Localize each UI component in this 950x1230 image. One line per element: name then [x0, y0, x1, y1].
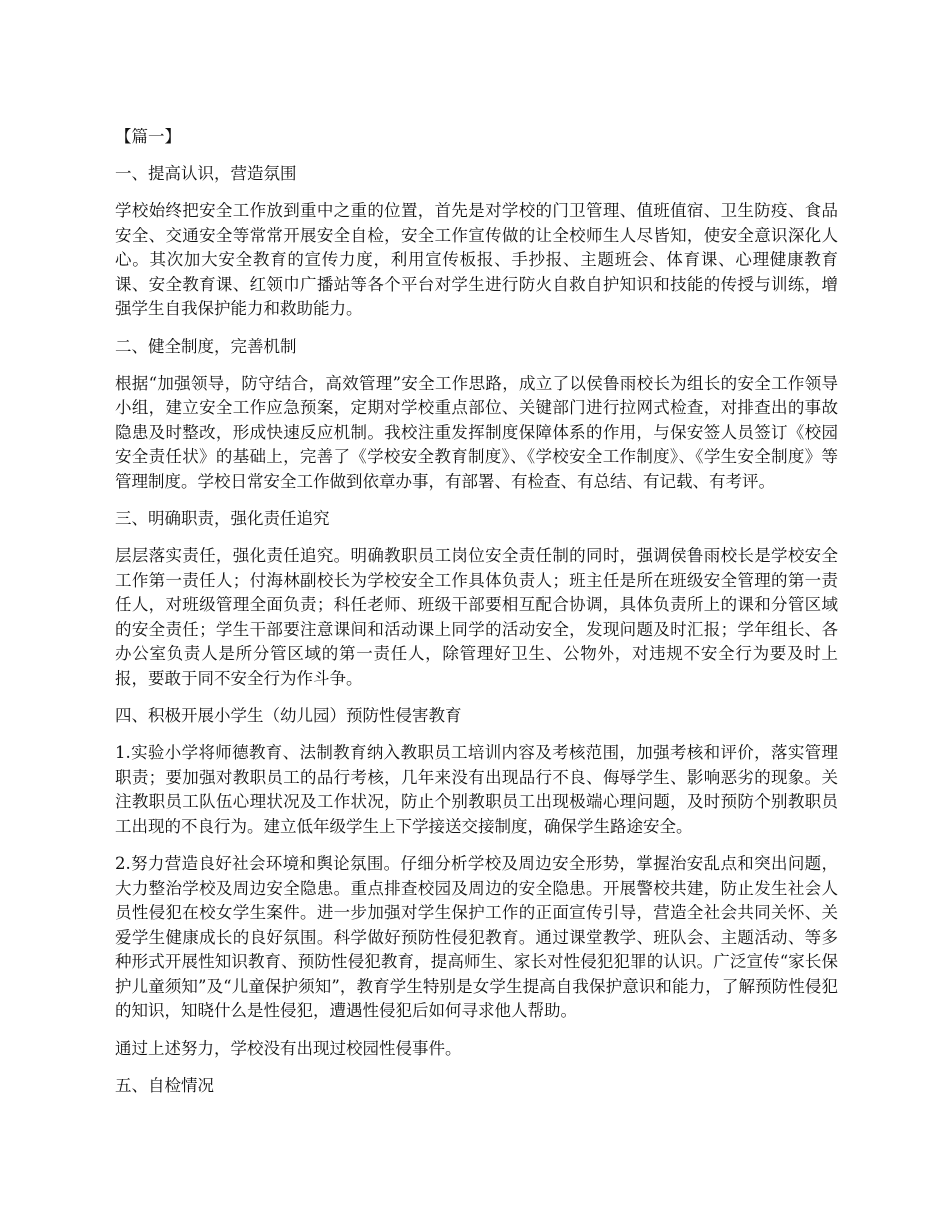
heading-3: 三、明确职责，强化责任追究	[115, 509, 330, 528]
paragraph-4-3: 通过上述努力，学校没有出现过校园性侵事件。	[115, 1038, 462, 1058]
document-body	[115, 125, 838, 1111]
paragraph-2: 根据“加强领导，防守结合，高效管理”安全工作思路，成立了以侯鲁雨校长为组长的安全工作领导小组，建立安全工作应急预案，定期对学校重点部位、关键部门进行拉网式检查，对排查出的事故隐患及时整改，形成快速反应机制。我校注重发挥制度保障体系的作用，与保安签人员签订《校园安全责任状》的基础上，完善了《学校安全教育制度》、《学校安全工作制度》、《学生安全制度》等管理制度。学校日常安全工作做到依章办事，有部署、有检查、有总结、有记载、有考评。	[115, 373, 838, 491]
paragraph-4-2: 2.努力营造良好社会环境和舆论氛围。仔细分析学校及周边安全形势，掌握治安乱点和突出问题，大力整治学校及周边安全隐患。重点排查校园及周边的安全隐患。开展警校共建，防止发生社会人员性侵犯在校女学生案件。进一步加强对学生保护工作的正面宣传引导，营造全社会共同关怀、关爱学生健康成长的良好氛围。科学做好预防性侵犯教育。通过课堂教学、班队会、主题活动、等多种形式开展性知识教育、预防性侵犯教育，提高师生、家长对性侵犯犯罪的认识。广泛宣传“家长保护儿童须知”及“儿童保护须知”，教育学生特别是女学生提高自我保护意识和能力，了解预防性侵犯的知识，知晓什么是性侵犯，遭遇性侵犯后如何寻求他人帮助。	[115, 854, 838, 1020]
section-tag: 【篇一】	[115, 127, 181, 146]
heading-1: 一、提高认识，营造氛围	[115, 164, 297, 183]
paragraph-4-1: 1.实验小学将师德教育、法制教育纳入教职员工培训内容及考核范围，加强考核和评价，落实管理职责；要加强对教职员工的品行考核，几年来没有出现品行不良、侮辱学生、影响恶劣的现象。关注教职员工队伍心理状况及工作状况，防止个别教职员工出现极端心理问题，及时预防个别教职员工出现的不良行为。建立低年级学生上下学接送交接制度，确保学生路途安全。	[115, 743, 838, 836]
heading-2: 二、健全制度，完善机制	[115, 336, 297, 356]
paragraph-3: 层层落实责任，强化责任追究。明确教职员工岗位安全责任制的同时，强调侯鲁雨校长是学校安全工作第一责任人；付海林副校长为学校安全工作具体负责人；班主任是所在班级安全管理的第一责任人，对班级管理全面负责；科任老师、班级干部要相互配合协调，具体负责所上的课和分管区域的安全责任；学生干部要注意课间和活动课上同学的活动安全，发现问题及时汇报；学年组长、各办公室负责人是所分管区域的第一责任人，除管理好卫生、公物外，对违规不安全行为要及时上报，要敢于同不安全行为作斗争。	[115, 546, 838, 688]
heading-5: 五、自检情况	[115, 1076, 214, 1095]
heading-4: 四、积极开展小学生（幼儿园）预防性侵害教育	[115, 706, 462, 725]
paragraph-1: 学校始终把安全工作放到重中之重的位置，首先是对学校的门卫管理、值班值宿、卫生防疫、食品安全、交通安全等常常开展安全自检，安全工作宣传做的让全校师生人尽皆知，使安全意识深化人心。其次加大安全教育的宣传力度，利用宣传板报、手抄报、主题班会、体育课、心理健康教育课、安全教育课、红领巾广播站等各个平台对学生进行防火自救自护知识和技能的传授与训练，增强学生自我保护能力和救助能力。	[115, 201, 838, 318]
